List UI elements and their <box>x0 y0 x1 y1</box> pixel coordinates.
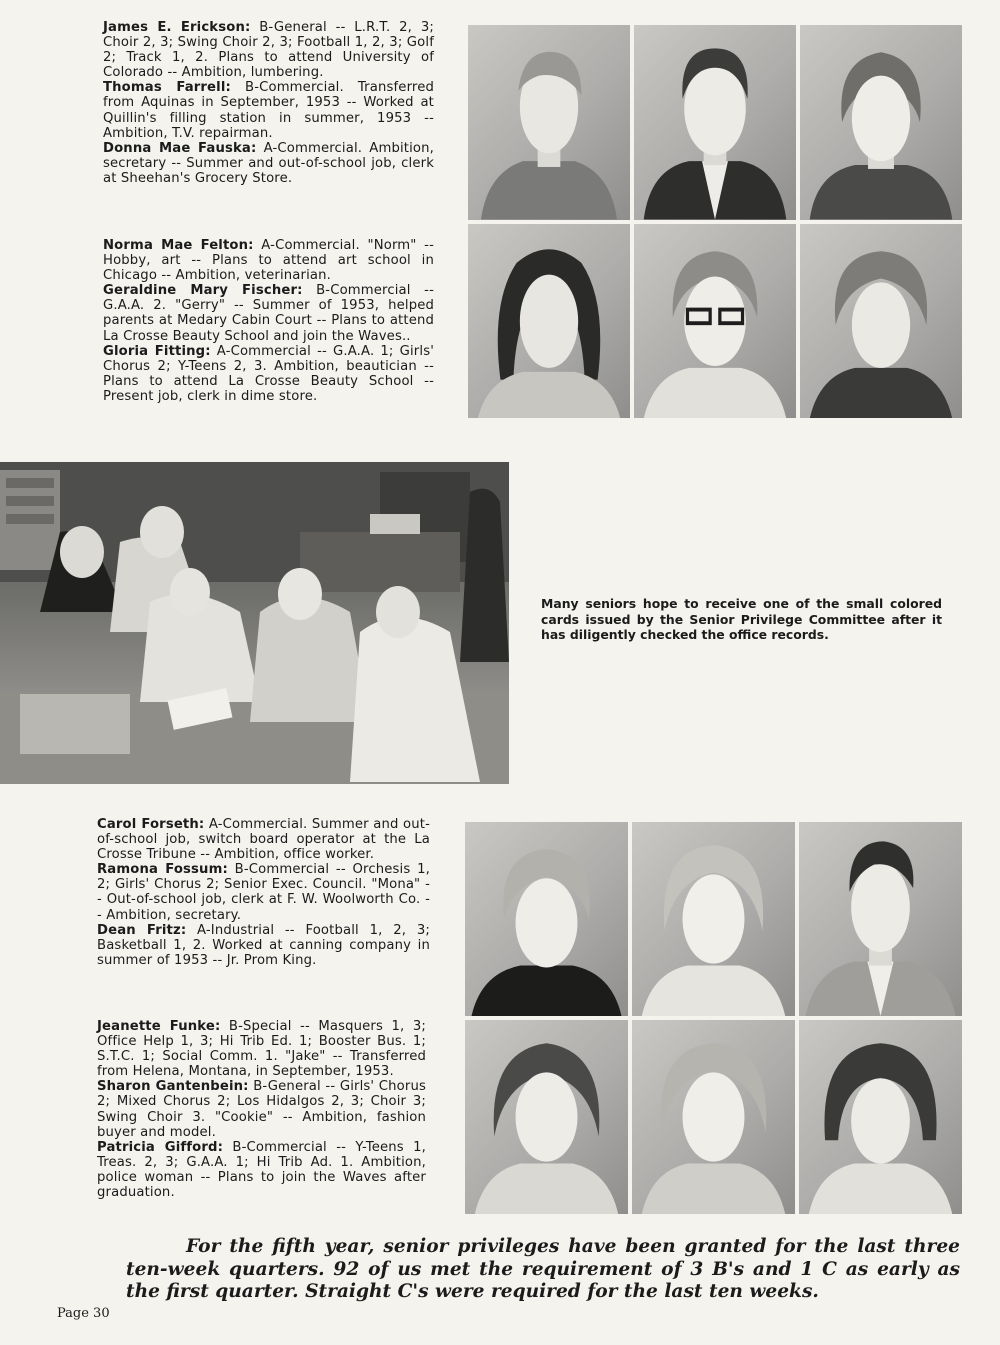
bio-entry <box>103 20 434 80</box>
bio-entry <box>103 283 434 343</box>
student-name: Geraldine Mary Fischer: <box>103 283 303 299</box>
page-number: Page 30 <box>57 1306 110 1321</box>
student-bio-text: A-Industrial -- Football 1, 2, 3; Basketball 1, 2. Worked at canning company in summer of 1953 -- Jr. Prom King. <box>97 922 430 968</box>
bio-entry <box>103 344 434 404</box>
student-name: Dean Fritz: <box>97 922 187 938</box>
student-portrait <box>465 822 628 1016</box>
bio-block-erickson-farrell-fauska <box>103 20 434 186</box>
student-bio-text: B-Commercial. Transferred from Aquinas in September, 1953 -- Worked at Quillin's filling station in summer, 1953 -- Ambition, T.V. repairman. <box>103 80 434 141</box>
student-name: Thomas Farrell: <box>103 80 231 96</box>
student-bio-text: B-General -- L.R.T. 2, 3; Choir 2, 3; Swing Choir 2, 3; Football 1, 2, 3; Golf 2; Track 1, 2. Plans to attend University of Colorado -- Ambition, lumbering. <box>103 20 434 81</box>
student-portrait <box>632 1020 795 1214</box>
student-portrait <box>800 224 962 419</box>
student-name: Sharon Gantenbein: <box>97 1079 249 1095</box>
photo-caption: Many seniors hope to receive one of the small colored cards issued by the Senior Privilege Committee after it has diligently checked the office records. <box>541 596 942 642</box>
student-portrait <box>799 822 962 1016</box>
student-portrait <box>468 224 630 419</box>
student-bio-text: B-Special -- Masquers 1, 3; Office Help 1, 3; Hi Trib Ed. 1; Booster Bus. 1; S.T.C. 1; Social Comm. 1. "Jake" -- Transferred from Helena, Montana, in September, 1953. <box>97 1019 426 1080</box>
student-name: Donna Mae Fauska: <box>103 140 257 156</box>
bio-block-felton-fischer-fitting <box>103 238 434 404</box>
student-portrait <box>799 1020 962 1214</box>
bio-entry <box>97 817 430 862</box>
bio-entry <box>97 1140 426 1200</box>
student-name: Jeanette Funke: <box>97 1019 221 1034</box>
student-portrait <box>800 25 962 220</box>
student-bio-text: B-Commercial -- G.A.A. 2. "Gerry" -- Summer of 1953, helped parents at Medary Cabin Court -- Plans to attend La Crosse Beauty School and join the Waves.. <box>103 283 434 344</box>
student-portrait <box>465 1020 628 1214</box>
portrait-grid-top <box>468 25 962 418</box>
closing-statement: For the fifth year, senior privileges have been granted for the last three ten-week quarters. 92 of us met the requirement of 3 B's and 1 C as early as the first quarter. Straight C's were required for the last ten weeks. <box>126 1236 960 1302</box>
bio-entry <box>97 923 430 968</box>
student-bio-text: B-Commercial -- Orchesis 1, 2; Girls' Chorus 2; Senior Exec. Council. "Mona" -- Out-of-school job, clerk at F. W. Woolworth Co. -- Ambition, secretary. <box>97 862 430 923</box>
student-portrait <box>632 822 795 1016</box>
student-name: Carol Forseth: <box>97 817 205 832</box>
student-portrait <box>468 25 630 220</box>
student-bio-text: A-Commercial. "Norm" -- Hobby, art -- Plans to attend art school in Chicago -- Ambition, veterinarian. <box>103 238 434 284</box>
student-name: Norma Mae Felton: <box>103 238 254 253</box>
student-bio-text: A-Commercial. Summer and out-of-school job, switch board operator at the La Crosse Tribune -- Ambition, office worker. <box>97 817 430 863</box>
student-portrait <box>634 25 796 220</box>
student-bio-text: A-Commercial. Ambition, secretary -- Summer and out-of-school job, clerk at Sheehan's Grocery Store. <box>103 140 434 186</box>
bio-entry <box>97 862 430 922</box>
student-name: Patricia Gifford: <box>97 1139 224 1155</box>
bio-block-forseth-fossum-fritz <box>97 817 430 968</box>
bio-entry <box>97 1079 426 1139</box>
student-bio-text: A-Commercial -- G.A.A. 1; Girls' Chorus 2; Y-Teens 2, 3. Ambition, beautician -- Plans to attend La Crosse Beauty School -- Present job, clerk in dime store. <box>103 343 434 404</box>
bio-block-funke-gantenbein-gifford <box>97 1019 426 1200</box>
student-name: James E. Erickson: <box>103 20 251 35</box>
bio-entry <box>103 141 434 186</box>
student-name: Ramona Fossum: <box>97 862 228 878</box>
bio-entry <box>97 1019 426 1079</box>
portrait-grid-bottom <box>465 822 962 1214</box>
bio-entry <box>103 238 434 283</box>
student-bio-text: B-General -- Girls' Chorus 2; Mixed Chorus 2; Los Hidalgos 2, 3; Choir 3; Swing Choir 3. "Cookie" -- Ambition, fashion buyer and model. <box>97 1079 426 1140</box>
group-photo <box>0 462 509 784</box>
student-bio-text: B-Commercial -- Y-Teens 1, Treas. 2, 3; G.A.A. 1; Hi Trib Ad. 1. Ambition, police woman -- Plans to join the Waves after graduation. <box>97 1139 426 1201</box>
student-portrait <box>634 224 796 419</box>
bio-entry <box>103 80 434 140</box>
student-name: Gloria Fitting: <box>103 343 211 359</box>
